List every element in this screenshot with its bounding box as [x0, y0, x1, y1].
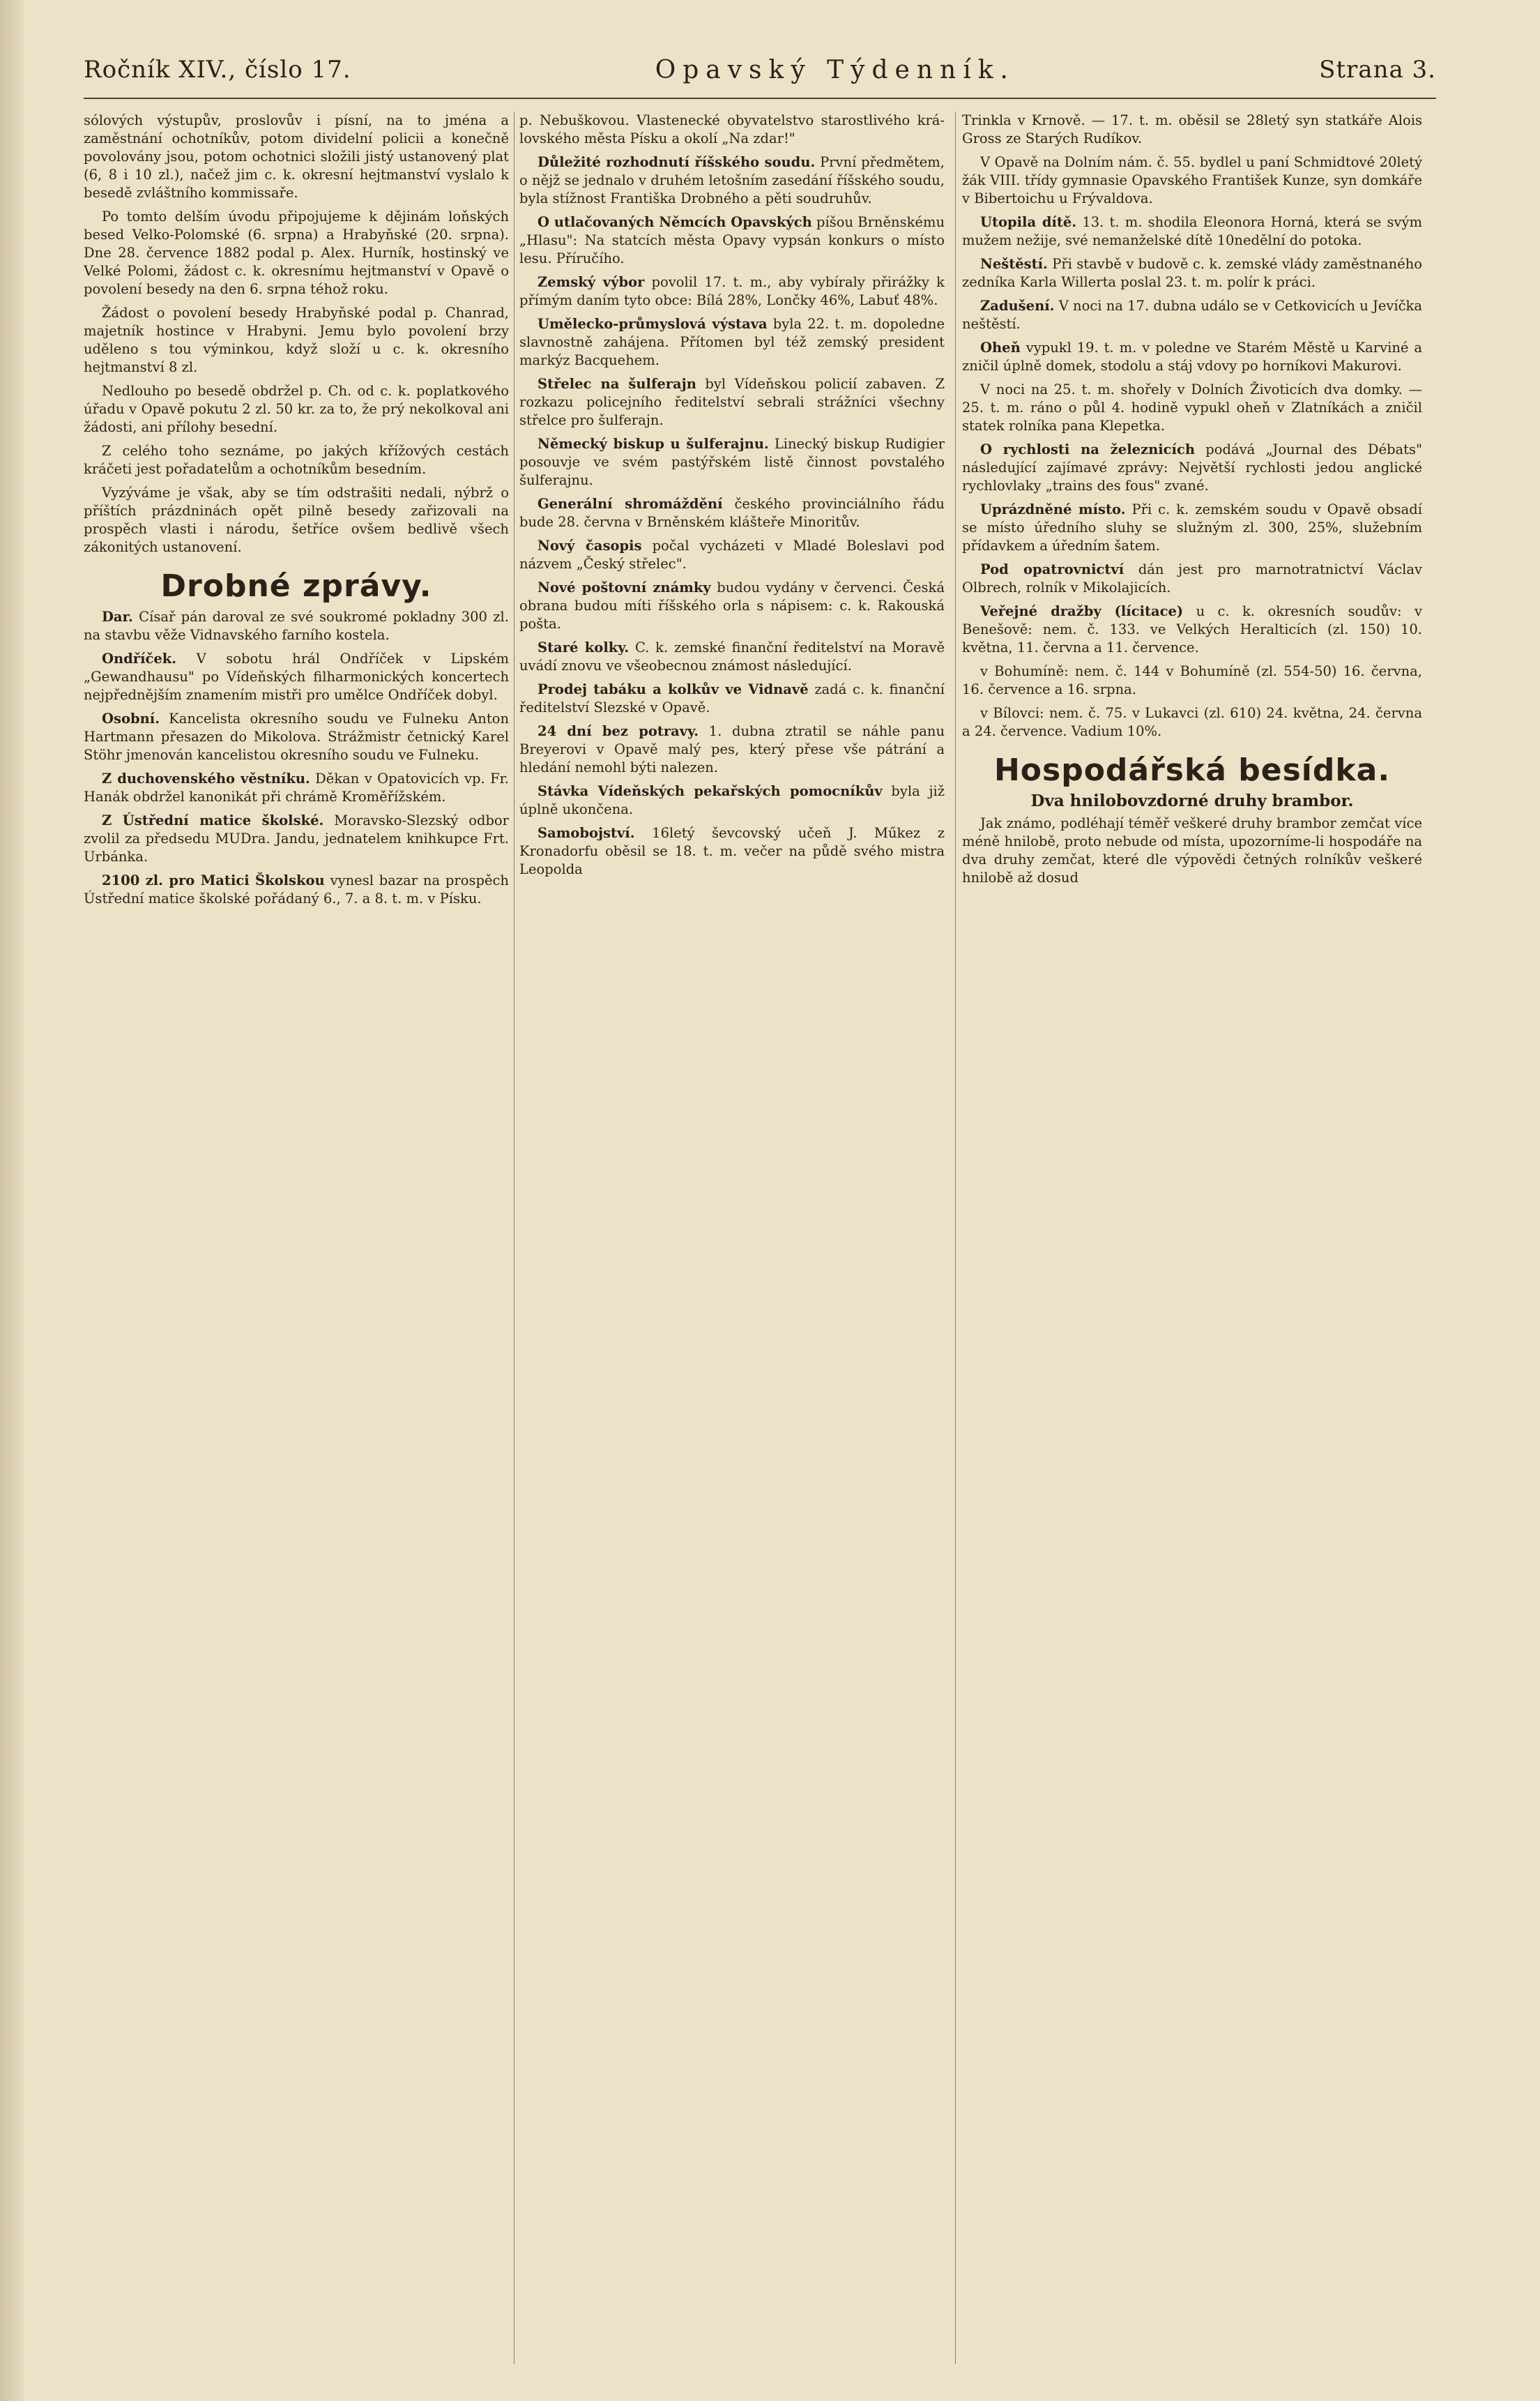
news-item-text: českého provinciálního řádu bude 28. června v Brněnském klášteře Minoritův. [519, 496, 945, 530]
news-item-title: Oheň [980, 340, 1021, 356]
news-item-text: Linecký biskup Rudigier posouvje ve svém pastýřském listě činnost povstalého šulferajnu. [519, 436, 945, 488]
news-item-title: Německý biskup u šulferajnu. [538, 436, 769, 452]
news-item-title: O utlačovaných Němcích Opavských [538, 214, 812, 230]
news-item [962, 501, 1422, 555]
news-item-title: O rychlosti na železnicích [980, 441, 1196, 457]
news-item-title: Samobojství. [538, 825, 635, 841]
section-heading: Drobné zprávy. [160, 568, 432, 604]
news-item-title: Neštěstí. [980, 256, 1048, 272]
article-paragraph: V Opavě na Dolním nám. č. 55. bydlel u paní Schmidtové 20letý žák VIII. třídy gymnasie Opavského František Kunze, syn domkáře v Bibertoichu u Frývaldova. [962, 154, 1422, 206]
news-item-title: Dar. [102, 609, 133, 625]
news-item-title: Střelec na šulferajn [538, 376, 696, 392]
news-item-title: Prodej tabáku a kolkův ve Vidnavě [538, 681, 809, 697]
news-item [84, 608, 509, 644]
article-paragraph: Trinkla v Krnově. — 17. t. m. oběsil se 28letý syn statkáře Alois Gross ze Starých Rudíkov. [962, 112, 1422, 146]
news-item-text: vypukl 19. t. m. v poledne ve Starém Městě u Karviné a zničil úplně domek, stodolu a stáj vdovy po horníkovi Makurovi. [962, 340, 1422, 374]
news-item-title: Stávka Vídeňských pekařských pomocníkův [538, 783, 883, 799]
news-item [519, 495, 945, 531]
news-item-title: Z Ústřední matice školské. [102, 812, 324, 828]
news-item-text: V noci na 17. dubna událo se v Cetkovicích u Jevíčka neštěstí. [962, 298, 1422, 332]
article-paragraph: Z celého toho seznáme, po jakých křížových cestách kráčeti jest pořadatelům a ochotníkům besedním. [84, 443, 509, 477]
article-paragraph: Žádost o povolení besedy Hrabyňské podal p. Chanrad, majetník hostince v Hrabyni. Jemu bylo povolení brzy uděleno s tou výminkou, když složí u c. k. okresního hejtmanství 8 zl. [84, 305, 509, 375]
news-item-text: Kancelista okresního soudu ve Fulneku Anton Hartmann přesazen do Mikolova. Strážmistr četnický Karel Stöhr jmenován kancelistou okresního soudu ve Fulneku. [84, 711, 509, 763]
column-3 [962, 112, 1422, 2364]
news-item-text: píšou Brněnskému „Hlasu": Na statcích města Opavy vypsán konkurs o místo lesu. Příručího. [519, 214, 945, 266]
news-item [84, 770, 509, 806]
section-heading: Hospodářská besídka. [993, 752, 1391, 788]
news-item-text: podává „Journal des Débats" následující zajímavé zprávy: Největší rychlosti jedou anglické rychlovlaky „trains des fous" zvané. [962, 441, 1422, 494]
article-paragraph: v Bohumíně: nem. č. 144 v Bohumíně (zl. 554-50) 16. června, 16. července a 16. srpna. [962, 663, 1422, 697]
news-item-text: byla již úplně ukončena. [519, 783, 945, 817]
news-item [962, 297, 1422, 333]
article-paragraph: sólových výstupův, proslovův i písní, na to jména a zaměstnání ochotníkův, potom dividelní policii a konečně povolovány jsou, potom ochotnici složili jistý ustanovený plat (6, 8 i 10 zl.), načež jim c. k. okresní hejtmanství vyslalo k besedě zvláštního kommissaře. [84, 112, 509, 201]
news-item-text: byla 22. t. m. dopoledne slavnostně zahájena. Přítomen byl též zemský president markýz Bacquehem. [519, 316, 945, 368]
news-item-text: byl Vídeňskou policií zabaven. Z rozkazu policejního ředitelství sebrali strážníci všechny střelce pro šulferajn. [519, 376, 945, 428]
news-item [84, 650, 509, 704]
news-item [519, 782, 945, 819]
article-title: Dva hnilobovzdorné druhy brambor. [1030, 792, 1354, 810]
news-item-title: Nové poštovní známky [538, 580, 711, 596]
news-item-text: První předmětem, o nějž se jednalo v druhém letošním zasedání říšského soudu, byla stížnost Františka Drobného a pěti soudruhův. [519, 154, 945, 206]
news-item [519, 435, 945, 490]
news-item-text: C. k. zemské finanční ředitelství na Moravě uvádí znovu ve všeobecnou známost následující. [519, 639, 945, 674]
volume-issue: Ročník XIV., číslo 17. [84, 56, 351, 84]
news-item-text: povolil 17. t. m., aby vybíraly přirážky k přímým daním tyto obce: Bílá 28%, Lončky 46%, Labuť 48%. [519, 274, 945, 308]
news-item-text: 16letý ševcovský učeň J. Műkez z Kronadorfu oběsil se 18. t. m. večer na půdě svého mistra Leopolda [519, 825, 945, 877]
article-paragraph: p. Nebuškovou. Vlastenecké obyvatelstvo starostlivého krá- lovského města Písku a okolí „Na zdar!" [519, 112, 945, 146]
news-item-title: 24 dní bez potravy. [538, 723, 699, 739]
page-number: Strana 3. [1319, 56, 1436, 84]
news-item-text: Císař pán daroval ze své soukromé pokladny 300 zl. na stavbu věže Vidnavského farního kostela. [84, 609, 509, 643]
news-item [962, 603, 1422, 657]
news-item [519, 722, 945, 777]
news-item [84, 872, 509, 908]
news-item-title: Veřejné dražby (lícitace) [980, 603, 1184, 619]
news-item-title: Zemský výbor [538, 274, 645, 290]
news-item-title: Generální shromáždění [538, 496, 723, 512]
news-item [962, 213, 1422, 250]
news-item-text: Děkan v Opatovicích vp. Fr. Hanák obdržel kanonikát při chrámě Kroměřížském. [84, 771, 509, 805]
newspaper-title: Opavský Týdenník. [655, 55, 1015, 84]
news-item [519, 213, 945, 268]
news-item-title: Ondříček. [102, 651, 177, 667]
page-edge [0, 0, 24, 2401]
news-item-text: budou vydány v červenci. Česká obrana budou míti říšského orla s nápisem: c. k. Rakouská pošta. [519, 580, 945, 632]
news-item-text: zadá c. k. finanční ředitelství Slezské v Opavě. [519, 681, 945, 715]
news-item [519, 579, 945, 633]
news-item-text: u c. k. okresních soudův: v Benešově: nem. č. 133. ve Velkých Heralticích (zl. 150) 10. května, 11. června a 11. července. [962, 603, 1422, 656]
news-item-text: počal vycházeti v Mladé Boleslavi pod názvem „Český střelec". [519, 538, 945, 572]
article-paragraph: Jak známo, podléhají téměř veškeré druhy brambor zemčat více méně hnilobě, proto nebude od místa, upozorníme-li hospodáře na dva druhy zemčat, které dle výpovědi četných rolníkův veškeré hnilobě až dosud [962, 815, 1422, 886]
header-rule [84, 98, 1436, 99]
news-item [519, 681, 945, 717]
news-item [962, 255, 1422, 291]
news-item-text: 1. dubna ztratil se náhle panu Breyerovi v Opavě malý pes, který přese vše pátrání a hledání nemohl býti nalezen. [519, 723, 945, 775]
news-item [962, 339, 1422, 375]
news-item-text: Moravsko-Slezský odbor zvolil za předsedu MUDra. Jandu, jednatelem knihkupce Frt. Urbánka. [84, 812, 509, 865]
news-item-title: Z duchovenského věstníku. [102, 771, 310, 787]
news-item [519, 375, 945, 430]
news-item [519, 273, 945, 310]
news-item-title: 2100 zl. pro Matici Školskou [102, 872, 325, 888]
news-item-text: vynesl bazar na prospěch Ústřední matice školské pořádaný 6., 7. a 8. t. m. v Písku. [84, 872, 509, 907]
news-item [84, 812, 509, 866]
news-item-title: Nový časopis [538, 538, 642, 554]
news-item [519, 315, 945, 370]
article-paragraph: Po tomto delším úvodu připojujeme k dějinám loňských besed Velko-Polomské (6. srpna) a Hrabyňské (20. srpna). Dne 28. července 1882 podal p. Alex. Hurník, hostinský ve Velké Polomi, žádost c. k. okresnímu hejtmanství v Opavě o povolení besedy na den 6. srpna téhož roku. [84, 209, 509, 297]
news-item [519, 639, 945, 675]
article-paragraph: v Bílovci: nem. č. 75. v Lukavci (zl. 610) 24. května, 24. června a 24. července. Vadium 10%. [962, 705, 1422, 739]
news-item-title: Staré kolky. [538, 639, 630, 656]
column-2 [519, 112, 945, 2364]
news-item-text: V sobotu hrál Ondříček v Lipském „Gewandhausu" po Vídeňských filharmonických koncertech nejpřednějším znamením mistři pro umělce Ondříček dobyl. [84, 651, 509, 703]
news-item [519, 153, 945, 208]
news-item-title: Osobní. [102, 711, 160, 727]
news-item [962, 561, 1422, 597]
news-item [519, 824, 945, 879]
news-item [84, 710, 509, 764]
article-paragraph: V noci na 25. t. m. shořely v Dolních Životicích dva domky. — 25. t. m. ráno o půl 4. hodině vypukl oheň v Zlatníkách a zničil statek rolníka pana Klepetka. [962, 381, 1422, 434]
article-paragraph: Nedlouho po besedě obdržel p. Ch. od c. k. poplatkového úřadu v Opavě pokutu 2 zl. 50 kr. za to, že prý nekolkoval ani žádosti, ani přílohy besední. [84, 383, 509, 435]
column-divider [955, 112, 956, 2364]
news-item [519, 537, 945, 573]
news-item-text: Při stavbě v budově c. k. zemské vlády zaměstnaného zedníka Karla Willerta poslal 23. t. m. polír k práci. [962, 256, 1422, 290]
news-item-title: Zadušení. [980, 298, 1055, 314]
news-item [962, 441, 1422, 495]
running-header [84, 49, 1436, 91]
news-item-title: Uprázdněné místo. [980, 501, 1126, 517]
news-item-text: dán jest pro marnotratnictví Václav Olbrech, rolník v Mikolajicích. [962, 561, 1422, 596]
news-item-title: Umělecko-průmyslová výstava [538, 316, 768, 332]
column-1 [84, 112, 509, 2364]
news-item-title: Důležité rozhodnutí říšského soudu. [538, 154, 816, 170]
article-paragraph: Vyzýváme je však, aby se tím odstrašiti nedali, nýbrž o příštích prázdninách opět pilně besedy zařizovali na prospěch vlasti i národu, šetříce ovšem bedlivě všech zákonitých ustanovení. [84, 485, 509, 555]
news-item-text: Při c. k. zemském soudu v Opavě obsadí se místo úředního sluhy se služným zl. 300, 25%, služebním přídavkem a úředním šatem. [962, 501, 1422, 554]
news-item-title: Pod opatrovnictví [980, 561, 1124, 577]
news-item-title: Utopila dítě. [980, 214, 1077, 230]
news-item-text: 13. t. m. shodila Eleonora Horná, která se svým mužem nežije, své nemanželské dítě 10nedělní do potoka. [962, 214, 1422, 248]
